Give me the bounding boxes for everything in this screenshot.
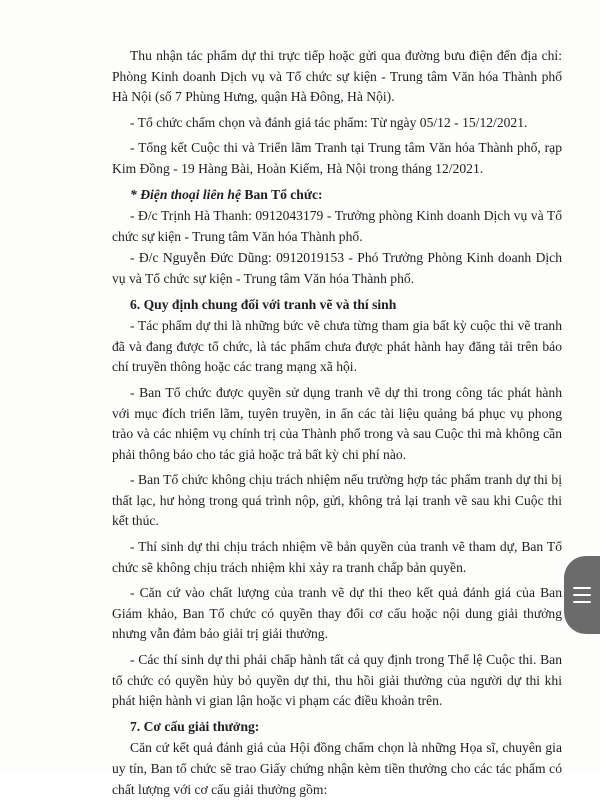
section-6-paragraph: - Thí sinh dự thi chịu trách nhiệm về bản quyền của tranh vẽ tham dự, Ban Tổ chức sẽ không chịu trách nhiệm khi xảy ra tranh chấp bản quyền. xyxy=(112,539,562,575)
section-7-heading: 7. Cơ cấu giải thưởng: xyxy=(130,718,260,734)
paragraph-judging-dates: - Tổ chức chấm chọn và đánh giá tác phẩm: Từ ngày 05/12 - 15/12/2021. xyxy=(130,114,528,130)
section-7-paragraph: Căn cứ kết quả đánh giá của Hội đồng chấm chọn là những Họa sĩ, chuyên gia uy tín, Ban tổ chức sẽ trao Giấy chứng nhận kèm tiền thưởng cho các tác phẩm có chất lượng với cơ cấu giải thưởng gồm: xyxy=(112,740,562,797)
contact-item: - Đ/c Nguyễn Đức Dũng: 0912019153 - Phó Trưởng Phòng Kinh doanh Dịch vụ và Tổ chức sự kiện - Trung tâm Văn hóa Thành phố. xyxy=(112,250,562,286)
document-body xyxy=(112,46,562,805)
section-6-paragraph: - Tác phẩm dự thi là những bức vẽ chưa từng tham gia bất kỳ cuộc thi vẽ tranh đã và đang được tổ chức, là tác phẩm chưa được phát hành hay đăng tải trên báo chí truyền thông hoặc các trang mạng xã hội. xyxy=(112,318,562,375)
menu-icon xyxy=(573,587,591,589)
menu-icon xyxy=(573,601,591,603)
section-6-paragraph: - Ban Tổ chức không chịu trách nhiệm nếu trường hợp tác phẩm tranh dự thi bị thất lạc, hư hỏng trong quá trình nộp, gửi, không trả lại tranh vẽ sau khi Cuộc thi kết thúc. xyxy=(112,472,562,529)
section-6-paragraph: - Căn cứ vào chất lượng của tranh vẽ dự thi theo kết quả đánh giá của Ban Giám khảo, Ban Tổ chức có quyền thay đổi cơ cấu hoặc nội dung giải thưởng nhưng vẫn đảm bảo giải trị giải thưởng. xyxy=(112,585,562,642)
contact-item: - Đ/c Trịnh Hà Thanh: 0912043179 - Trưởng phòng Kinh doanh Dịch vụ và Tổ chức sự kiện - Trung tâm Văn hóa Thành phố. xyxy=(112,208,562,244)
paragraph-summary-exhibition: - Tổng kết Cuộc thi và Triển lãm Tranh tại Trung tâm Văn hóa Thành phố, rạp Kim Đồng - 19 Hàng Bài, Hoàn Kiếm, Hà Nội trong tháng 12/2021. xyxy=(112,140,562,176)
section-6-paragraph: - Ban Tổ chức được quyền sử dụng tranh vẽ dự thi trong công tác phát hành với mục đích triển lãm, tuyên truyền, in ấn các tài liệu quảng bá phục vụ phong trào và các nhiệm vụ chính trị của Thành phố trong và sau Cuộc thi mà không cần phải thông báo cho tác giả hoặc trả bất kỳ chi phí nào. xyxy=(112,384,562,462)
section-6-heading: 6. Quy định chung đối với tranh vẽ và thí sinh xyxy=(130,296,397,312)
side-menu-tab[interactable] xyxy=(564,556,600,634)
contact-label-italic: * Điện thoại liên hệ xyxy=(130,186,242,202)
menu-icon xyxy=(573,594,591,596)
contact-label-rest: Ban Tổ chức: xyxy=(241,186,323,202)
paragraph-submission: Thu nhận tác phẩm dự thi trực tiếp hoặc gửi qua đường bưu điện đến địa chỉ: Phòng Kinh doanh Dịch vụ và Tổ chức sự kiện - Trung tâm Văn hóa Thành phố Hà Nội (số 7 Phùng Hưng, quận Hà Đông, Hà Nội). xyxy=(112,48,562,105)
section-6-paragraph: - Các thí sinh dự thi phải chấp hành tất cả quy định trong Thể lệ Cuộc thi. Ban tổ chức có quyền hủy bỏ quyền dự thi, thu hồi giải thưởng của người dự thi khi phát hiện hành vi gian lận hoặc vi phạm các điều khoản trên. xyxy=(112,652,562,709)
contact-heading xyxy=(112,185,562,206)
